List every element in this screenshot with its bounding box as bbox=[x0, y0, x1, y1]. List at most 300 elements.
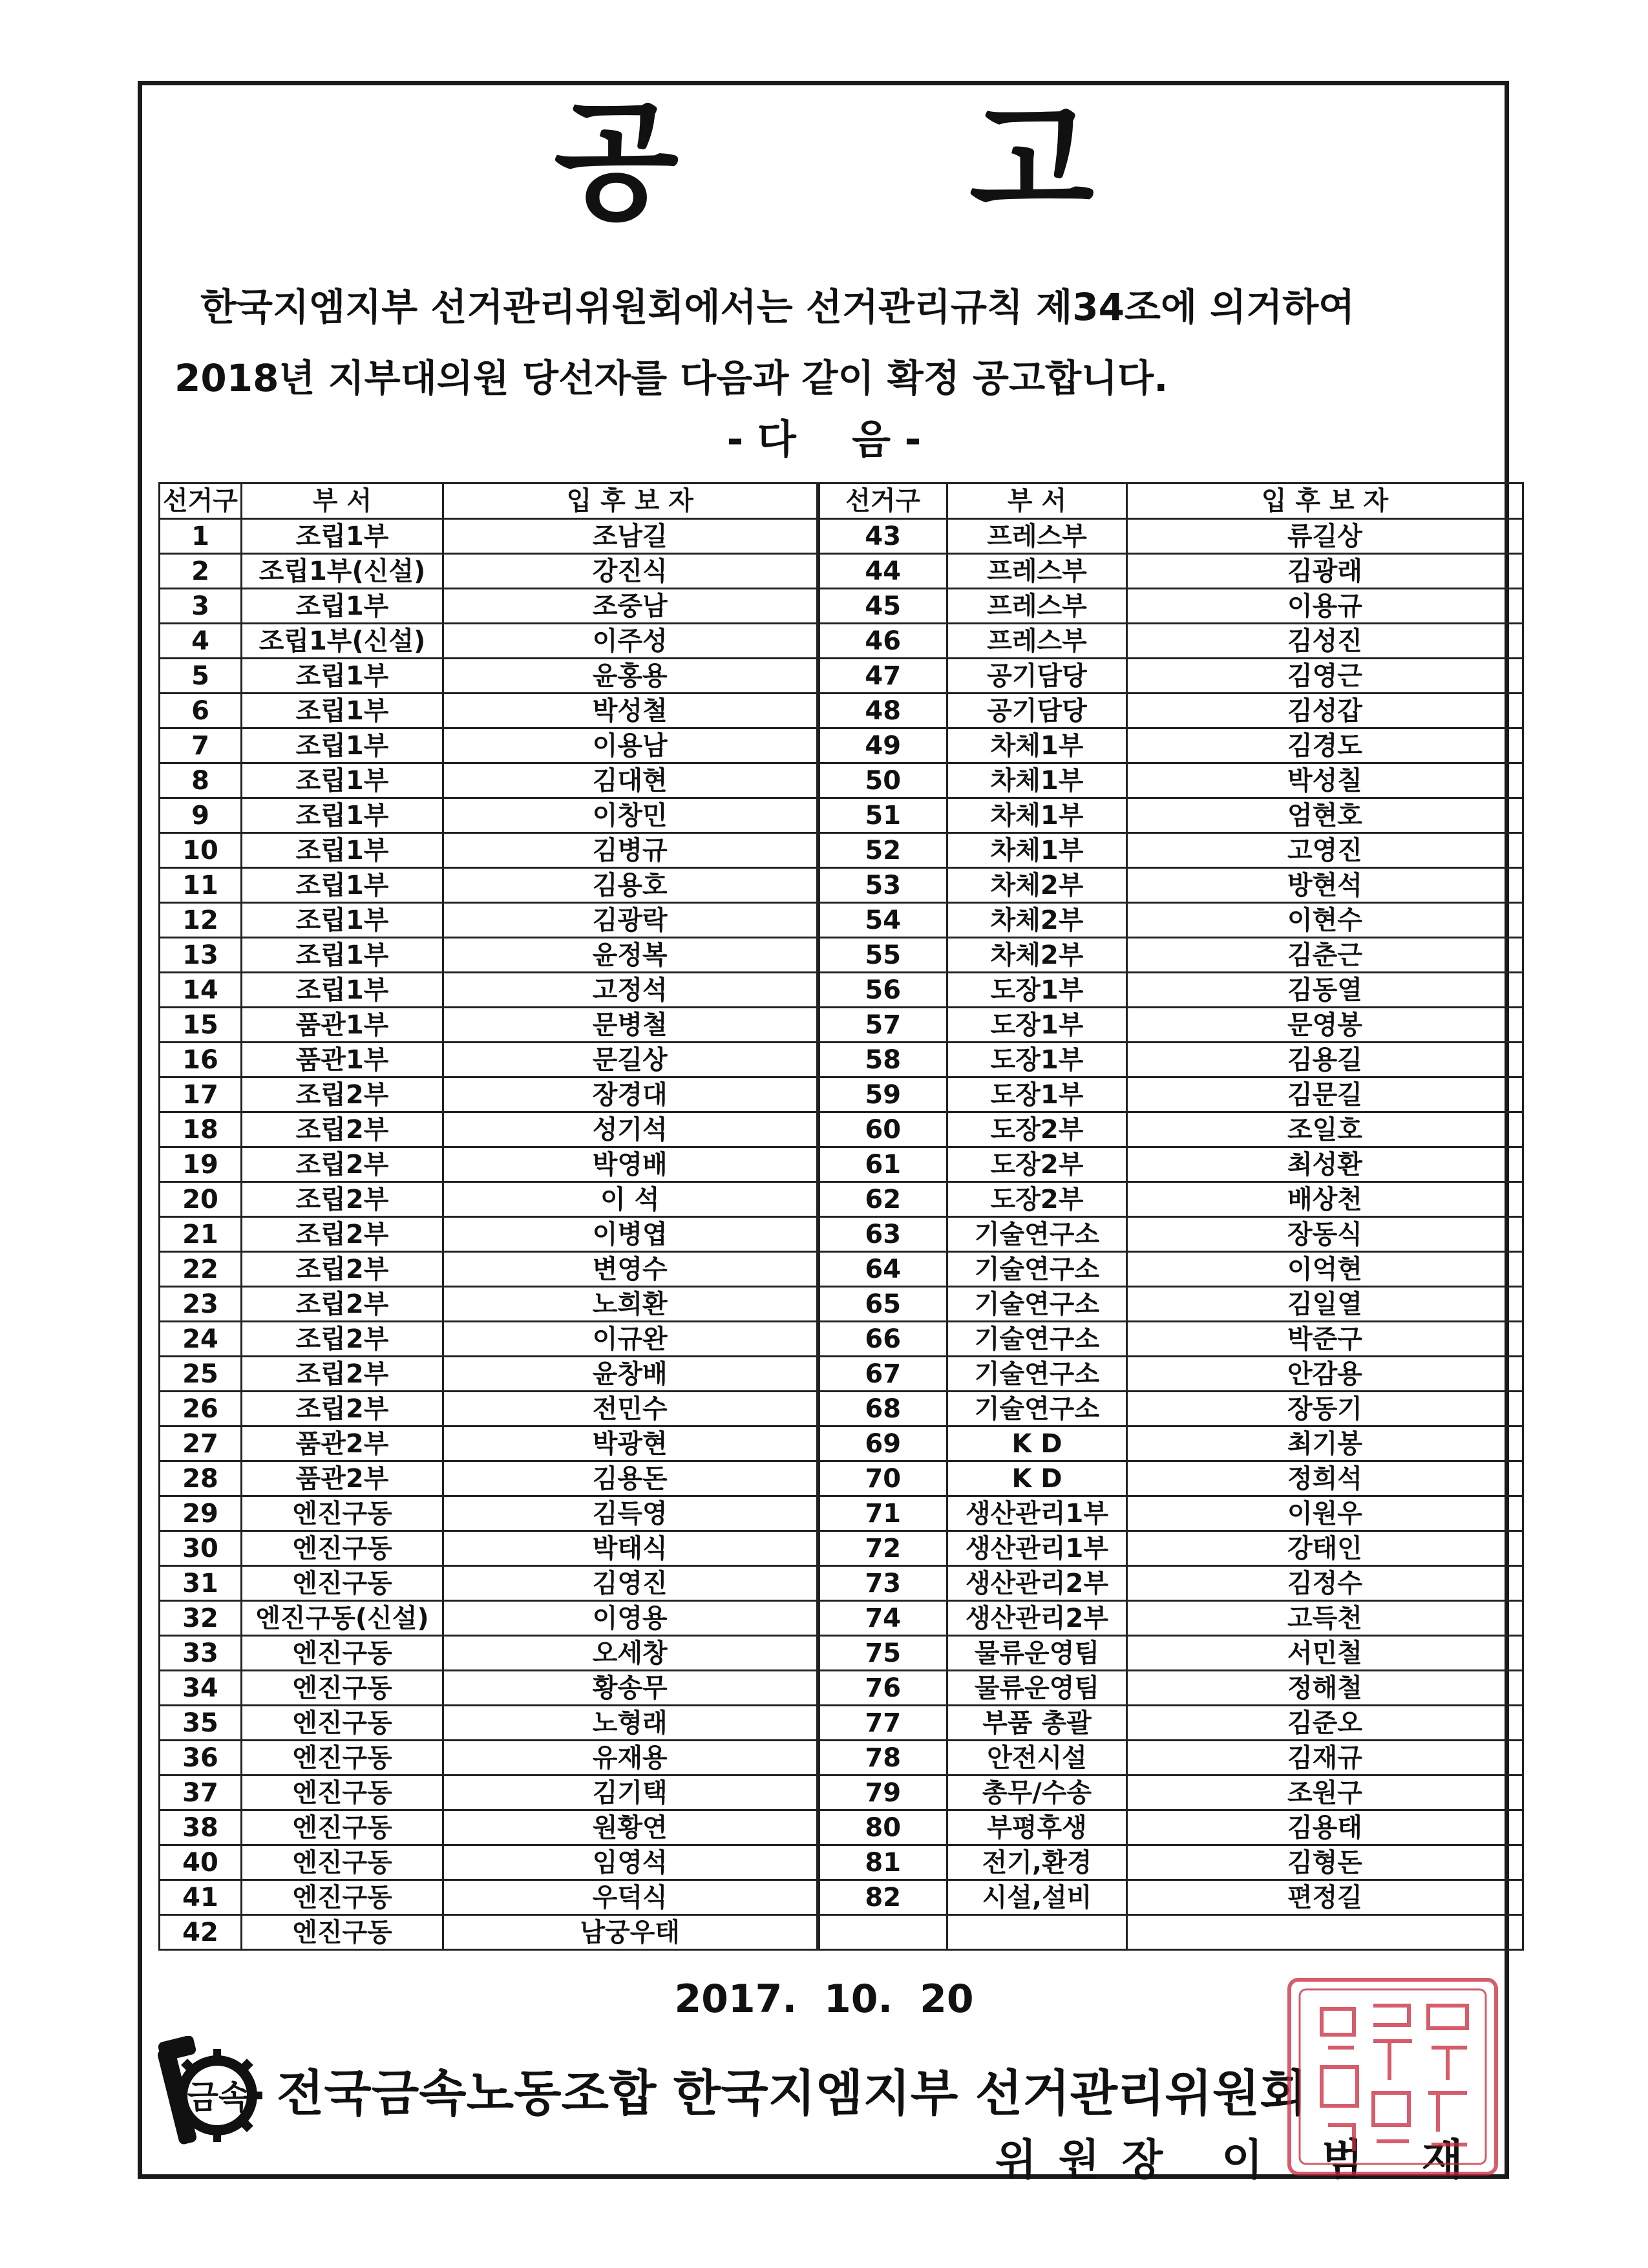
table-row bbox=[160, 1112, 1523, 1147]
cell-candidate: 김용호 bbox=[443, 868, 818, 903]
cell-department: 엔진구동 bbox=[242, 1671, 443, 1706]
table-row bbox=[160, 1775, 1523, 1810]
cell-department: 엔진구동 bbox=[242, 1741, 443, 1775]
cell-district: 25 bbox=[160, 1357, 242, 1392]
cell-district: 23 bbox=[160, 1287, 242, 1322]
table-row bbox=[160, 833, 1523, 868]
cell-district: 35 bbox=[160, 1706, 242, 1741]
cell-district: 74 bbox=[818, 1601, 947, 1636]
cell-district: 55 bbox=[818, 938, 947, 973]
cell-district: 13 bbox=[160, 938, 242, 973]
cell-department: 엔진구동(신설) bbox=[242, 1601, 443, 1636]
cell-district: 27 bbox=[160, 1426, 242, 1461]
cell-district: 24 bbox=[160, 1322, 242, 1357]
cell-candidate: 이창민 bbox=[443, 798, 818, 833]
cell-district: 30 bbox=[160, 1531, 242, 1566]
header-candidate: 입 후 보 자 bbox=[1127, 483, 1523, 519]
table-row bbox=[160, 1322, 1523, 1357]
cell-department: 공기담당 bbox=[947, 694, 1127, 728]
cell-department: 안전시설 bbox=[947, 1741, 1127, 1775]
cell-district: 57 bbox=[818, 1008, 947, 1043]
cell-candidate: 문길상 bbox=[443, 1043, 818, 1077]
table-row bbox=[160, 1496, 1523, 1531]
table-row bbox=[160, 1531, 1523, 1566]
table-header-row bbox=[160, 483, 1523, 519]
cell-candidate: 김용길 bbox=[1127, 1043, 1523, 1077]
cell-department: 차체1부 bbox=[947, 763, 1127, 798]
cell-candidate: 최성환 bbox=[1127, 1147, 1523, 1182]
cell-candidate: 김성갑 bbox=[1127, 694, 1523, 728]
cell-department: K D bbox=[947, 1426, 1127, 1461]
cell-department: 조립1부 bbox=[242, 694, 443, 728]
cell-department: 품관1부 bbox=[242, 1008, 443, 1043]
cell-department: 기술연구소 bbox=[947, 1252, 1127, 1287]
cell-district: 32 bbox=[160, 1601, 242, 1636]
cell-district: 41 bbox=[160, 1880, 242, 1915]
cell-department: 조립1부 bbox=[242, 763, 443, 798]
cell-candidate: 류길상 bbox=[1127, 519, 1523, 554]
cell-department: 차체1부 bbox=[947, 728, 1127, 763]
cell-district: 36 bbox=[160, 1741, 242, 1775]
cell-district: 10 bbox=[160, 833, 242, 868]
cell-district: 18 bbox=[160, 1112, 242, 1147]
cell-candidate: 김영근 bbox=[1127, 659, 1523, 694]
cell-candidate: 강진식 bbox=[443, 554, 818, 589]
cell-candidate: 이주성 bbox=[443, 624, 818, 659]
table-row bbox=[160, 868, 1523, 903]
cell-department: 조립2부 bbox=[242, 1112, 443, 1147]
cell-candidate: 이원우 bbox=[1127, 1496, 1523, 1531]
table-row bbox=[160, 1182, 1523, 1217]
cell-district: 63 bbox=[818, 1217, 947, 1252]
cell-department: 조립1부 bbox=[242, 833, 443, 868]
table-row bbox=[160, 589, 1523, 624]
cell-district: 61 bbox=[818, 1147, 947, 1182]
union-logo bbox=[154, 2036, 264, 2146]
cell-department: 전기,환경 bbox=[947, 1845, 1127, 1880]
subheading: - 다 음 - bbox=[726, 416, 922, 463]
cell-department: 도장1부 bbox=[947, 1043, 1127, 1077]
cell-district: 77 bbox=[818, 1706, 947, 1741]
table-row bbox=[160, 1880, 1523, 1915]
cell-district: 56 bbox=[818, 973, 947, 1008]
header-district: 선거구 bbox=[160, 483, 242, 519]
cell-department: 조립1부 bbox=[242, 903, 443, 938]
cell-district: 6 bbox=[160, 694, 242, 728]
cell-district: 9 bbox=[160, 798, 242, 833]
table-row bbox=[160, 798, 1523, 833]
cell-candidate: 임영석 bbox=[443, 1845, 818, 1880]
table-row bbox=[160, 1915, 1523, 1950]
cell-candidate: 오세창 bbox=[443, 1636, 818, 1671]
header-department: 부 서 bbox=[947, 483, 1127, 519]
cell-department: 기술연구소 bbox=[947, 1322, 1127, 1357]
cell-district: 8 bbox=[160, 763, 242, 798]
cell-department: 차체2부 bbox=[947, 903, 1127, 938]
cell-candidate: 김병규 bbox=[443, 833, 818, 868]
table-row bbox=[160, 1845, 1523, 1880]
cell-candidate: 강태인 bbox=[1127, 1531, 1523, 1566]
cell-district: 75 bbox=[818, 1636, 947, 1671]
cell-department: 기술연구소 bbox=[947, 1287, 1127, 1322]
cell-candidate: 이규완 bbox=[443, 1322, 818, 1357]
cell-department: 조립1부 bbox=[242, 659, 443, 694]
cell-candidate: 원황연 bbox=[443, 1810, 818, 1845]
cell-candidate: 이용남 bbox=[443, 728, 818, 763]
cell-district: 7 bbox=[160, 728, 242, 763]
cell-district: 45 bbox=[818, 589, 947, 624]
cell-candidate: 윤정복 bbox=[443, 938, 818, 973]
cell-district: 79 bbox=[818, 1775, 947, 1810]
cell-department: 조립1부 bbox=[242, 973, 443, 1008]
cell-candidate: 서민철 bbox=[1127, 1636, 1523, 1671]
table-row bbox=[160, 1426, 1523, 1461]
cell-candidate: 김득영 bbox=[443, 1496, 818, 1531]
table-row bbox=[160, 1636, 1523, 1671]
cell-district: 40 bbox=[160, 1845, 242, 1880]
cell-department: 엔진구동 bbox=[242, 1496, 443, 1531]
table-row bbox=[160, 1147, 1523, 1182]
table-row bbox=[160, 1043, 1523, 1077]
table-row bbox=[160, 1601, 1523, 1636]
cell-district: 26 bbox=[160, 1392, 242, 1426]
table-row bbox=[160, 519, 1523, 554]
cell-candidate: 황송무 bbox=[443, 1671, 818, 1706]
table-row bbox=[160, 554, 1523, 589]
cell-candidate: 정해철 bbox=[1127, 1671, 1523, 1706]
cell-candidate: 김기택 bbox=[443, 1775, 818, 1810]
cell-candidate: 이영용 bbox=[443, 1601, 818, 1636]
cell-district: 47 bbox=[818, 659, 947, 694]
cell-department: 조립1부 bbox=[242, 938, 443, 973]
cell-department: 도장2부 bbox=[947, 1112, 1127, 1147]
cell-candidate: 박광현 bbox=[443, 1426, 818, 1461]
cell-department: 조립2부 bbox=[242, 1252, 443, 1287]
cell-candidate: 이 석 bbox=[443, 1182, 818, 1217]
cell-candidate: 윤홍용 bbox=[443, 659, 818, 694]
table-row bbox=[160, 1566, 1523, 1601]
cell-district: 14 bbox=[160, 973, 242, 1008]
cell-district: 44 bbox=[818, 554, 947, 589]
cell-department: 물류운영팀 bbox=[947, 1671, 1127, 1706]
cell-candidate: 장경대 bbox=[443, 1077, 818, 1112]
cell-district: 71 bbox=[818, 1496, 947, 1531]
cell-department: 엔진구동 bbox=[242, 1566, 443, 1601]
cell-department: 엔진구동 bbox=[242, 1775, 443, 1810]
cell-district: 43 bbox=[818, 519, 947, 554]
cell-candidate: 김정수 bbox=[1127, 1566, 1523, 1601]
cell-candidate: 조중남 bbox=[443, 589, 818, 624]
cell-district: 62 bbox=[818, 1182, 947, 1217]
cell-department: 엔진구동 bbox=[242, 1845, 443, 1880]
cell-department: 조립1부 bbox=[242, 589, 443, 624]
cell-candidate: 김형돈 bbox=[1127, 1845, 1523, 1880]
table-row bbox=[160, 1252, 1523, 1287]
cell-department: 엔진구동 bbox=[242, 1810, 443, 1845]
cell-district: 81 bbox=[818, 1845, 947, 1880]
chairman-signature: 위원장 이 범 재 bbox=[995, 2135, 1485, 2185]
page-title: 공 고 bbox=[553, 87, 1218, 238]
cell-department: 조립1부(신설) bbox=[242, 624, 443, 659]
cell-department: 조립2부 bbox=[242, 1322, 443, 1357]
cell-district: 3 bbox=[160, 589, 242, 624]
cell-candidate: 김경도 bbox=[1127, 728, 1523, 763]
cell-candidate: 김성진 bbox=[1127, 624, 1523, 659]
cell-district: 67 bbox=[818, 1357, 947, 1392]
cell-department: 기술연구소 bbox=[947, 1392, 1127, 1426]
cell-candidate bbox=[1127, 1915, 1523, 1950]
cell-candidate: 김준오 bbox=[1127, 1706, 1523, 1741]
cell-candidate: 문영봉 bbox=[1127, 1008, 1523, 1043]
cell-candidate: 문병철 bbox=[443, 1008, 818, 1043]
cell-candidate: 김문길 bbox=[1127, 1077, 1523, 1112]
cell-department: 도장2부 bbox=[947, 1182, 1127, 1217]
cell-department: 생산관리2부 bbox=[947, 1601, 1127, 1636]
cell-district: 48 bbox=[818, 694, 947, 728]
organization-name: 전국금속노동조합 한국지엠지부 선거관리위원회 bbox=[277, 2064, 1307, 2122]
cell-department: 조립1부(신설) bbox=[242, 554, 443, 589]
cell-district: 19 bbox=[160, 1147, 242, 1182]
cell-department: 차체2부 bbox=[947, 938, 1127, 973]
intro-line-2: 2018년 지부대의원 당선자를 다음과 같이 확정 공고합니다. bbox=[174, 356, 1168, 400]
cell-candidate: 박영배 bbox=[443, 1147, 818, 1182]
cell-department: 엔진구동 bbox=[242, 1880, 443, 1915]
cell-district: 53 bbox=[818, 868, 947, 903]
cell-district: 1 bbox=[160, 519, 242, 554]
cell-candidate: 남궁우태 bbox=[443, 1915, 818, 1950]
cell-candidate: 김광래 bbox=[1127, 554, 1523, 589]
cell-department: 조립1부 bbox=[242, 868, 443, 903]
cell-department: 도장2부 bbox=[947, 1147, 1127, 1182]
cell-district: 58 bbox=[818, 1043, 947, 1077]
cell-candidate: 조원구 bbox=[1127, 1775, 1523, 1810]
cell-department: 엔진구동 bbox=[242, 1706, 443, 1741]
cell-district: 72 bbox=[818, 1531, 947, 1566]
cell-department: 부평후생 bbox=[947, 1810, 1127, 1845]
cell-department: K D bbox=[947, 1461, 1127, 1496]
cell-candidate: 방현석 bbox=[1127, 868, 1523, 903]
cell-department: 프레스부 bbox=[947, 519, 1127, 554]
cell-candidate: 우덕식 bbox=[443, 1880, 818, 1915]
table-row bbox=[160, 1741, 1523, 1775]
cell-candidate: 노형래 bbox=[443, 1706, 818, 1741]
cell-candidate: 이현수 bbox=[1127, 903, 1523, 938]
cell-department: 조립1부 bbox=[242, 798, 443, 833]
cell-department bbox=[947, 1915, 1127, 1950]
cell-department: 조립2부 bbox=[242, 1357, 443, 1392]
cell-department: 도장1부 bbox=[947, 1077, 1127, 1112]
cell-candidate: 고득천 bbox=[1127, 1601, 1523, 1636]
cell-candidate: 변영수 bbox=[443, 1252, 818, 1287]
table-row bbox=[160, 1077, 1523, 1112]
cell-district: 42 bbox=[160, 1915, 242, 1950]
cell-district: 15 bbox=[160, 1008, 242, 1043]
intro-paragraph bbox=[174, 271, 1474, 414]
cell-district: 17 bbox=[160, 1077, 242, 1112]
table-row bbox=[160, 1461, 1523, 1496]
cell-candidate: 김용태 bbox=[1127, 1810, 1523, 1845]
cell-district: 22 bbox=[160, 1252, 242, 1287]
cell-department: 도장1부 bbox=[947, 1008, 1127, 1043]
cell-district: 29 bbox=[160, 1496, 242, 1531]
cell-candidate: 성기석 bbox=[443, 1112, 818, 1147]
cell-department: 엔진구동 bbox=[242, 1636, 443, 1671]
cell-candidate: 조남길 bbox=[443, 519, 818, 554]
cell-district: 76 bbox=[818, 1671, 947, 1706]
cell-district: 64 bbox=[818, 1252, 947, 1287]
table-row bbox=[160, 1287, 1523, 1322]
cell-district: 20 bbox=[160, 1182, 242, 1217]
cell-department: 차체1부 bbox=[947, 833, 1127, 868]
table-row bbox=[160, 1008, 1523, 1043]
table-row bbox=[160, 728, 1523, 763]
table-row bbox=[160, 659, 1523, 694]
cell-department: 생산관리2부 bbox=[947, 1566, 1127, 1601]
official-seal bbox=[1276, 1970, 1509, 2183]
cell-district: 5 bbox=[160, 659, 242, 694]
cell-candidate: 유재용 bbox=[443, 1741, 818, 1775]
cell-candidate: 김춘근 bbox=[1127, 938, 1523, 973]
table-row bbox=[160, 694, 1523, 728]
table-row bbox=[160, 1217, 1523, 1252]
cell-district: 65 bbox=[818, 1287, 947, 1322]
cell-district: 49 bbox=[818, 728, 947, 763]
cell-department: 도장1부 bbox=[947, 973, 1127, 1008]
cell-department: 부품 총괄 bbox=[947, 1706, 1127, 1741]
cell-department: 조립2부 bbox=[242, 1182, 443, 1217]
cell-department: 조립1부 bbox=[242, 728, 443, 763]
cell-department: 엔진구동 bbox=[242, 1531, 443, 1566]
cell-candidate: 김일열 bbox=[1127, 1287, 1523, 1322]
cell-candidate: 정희석 bbox=[1127, 1461, 1523, 1496]
cell-candidate: 편정길 bbox=[1127, 1880, 1523, 1915]
cell-department: 공기담당 bbox=[947, 659, 1127, 694]
cell-candidate: 전민수 bbox=[443, 1392, 818, 1426]
cell-district: 2 bbox=[160, 554, 242, 589]
table-row bbox=[160, 903, 1523, 938]
cell-district: 78 bbox=[818, 1741, 947, 1775]
cell-district: 37 bbox=[160, 1775, 242, 1810]
cell-district: 16 bbox=[160, 1043, 242, 1077]
cell-district: 52 bbox=[818, 833, 947, 868]
cell-candidate: 안감용 bbox=[1127, 1357, 1523, 1392]
cell-department: 차체2부 bbox=[947, 868, 1127, 903]
cell-department: 시설,설비 bbox=[947, 1880, 1127, 1915]
cell-district bbox=[818, 1915, 947, 1950]
cell-candidate: 조일호 bbox=[1127, 1112, 1523, 1147]
cell-department: 조립2부 bbox=[242, 1287, 443, 1322]
cell-department: 생산관리1부 bbox=[947, 1531, 1127, 1566]
cell-district: 12 bbox=[160, 903, 242, 938]
cell-candidate: 김대현 bbox=[443, 763, 818, 798]
cell-district: 34 bbox=[160, 1671, 242, 1706]
cell-district: 70 bbox=[818, 1461, 947, 1496]
cell-candidate: 장동식 bbox=[1127, 1217, 1523, 1252]
cell-district: 60 bbox=[818, 1112, 947, 1147]
cell-candidate: 윤창배 bbox=[443, 1357, 818, 1392]
cell-district: 4 bbox=[160, 624, 242, 659]
cell-district: 31 bbox=[160, 1566, 242, 1601]
cell-candidate: 박성칠 bbox=[1127, 763, 1523, 798]
cell-district: 69 bbox=[818, 1426, 947, 1461]
cell-department: 품관2부 bbox=[242, 1461, 443, 1496]
cell-department: 품관1부 bbox=[242, 1043, 443, 1077]
cell-candidate: 박태식 bbox=[443, 1531, 818, 1566]
table-row bbox=[160, 973, 1523, 1008]
cell-district: 68 bbox=[818, 1392, 947, 1426]
cell-candidate: 노희환 bbox=[443, 1287, 818, 1322]
cell-candidate: 엄현호 bbox=[1127, 798, 1523, 833]
svg-text:금속: 금속 bbox=[187, 2079, 250, 2116]
cell-district: 21 bbox=[160, 1217, 242, 1252]
cell-district: 51 bbox=[818, 798, 947, 833]
cell-department: 조립2부 bbox=[242, 1217, 443, 1252]
table-row bbox=[160, 763, 1523, 798]
header-district: 선거구 bbox=[818, 483, 947, 519]
cell-candidate: 고정석 bbox=[443, 973, 818, 1008]
cell-candidate: 이억현 bbox=[1127, 1252, 1523, 1287]
table-row bbox=[160, 1392, 1523, 1426]
cell-department: 총무/수송 bbox=[947, 1775, 1127, 1810]
notice-date: 2017. 10. 20 bbox=[674, 1977, 974, 2022]
candidate-table bbox=[158, 482, 1524, 1951]
cell-district: 50 bbox=[818, 763, 947, 798]
cell-district: 46 bbox=[818, 624, 947, 659]
intro-line-1: 한국지엠지부 선거관리위원회에서는 선거관리규칙 제34조에 의거하여 bbox=[200, 285, 1355, 329]
cell-department: 프레스부 bbox=[947, 589, 1127, 624]
cell-candidate: 이용규 bbox=[1127, 589, 1523, 624]
cell-candidate: 김영진 bbox=[443, 1566, 818, 1601]
header-candidate: 입 후 보 자 bbox=[443, 483, 818, 519]
cell-district: 54 bbox=[818, 903, 947, 938]
cell-district: 80 bbox=[818, 1810, 947, 1845]
cell-candidate: 김용돈 bbox=[443, 1461, 818, 1496]
cell-candidate: 고영진 bbox=[1127, 833, 1523, 868]
cell-district: 28 bbox=[160, 1461, 242, 1496]
cell-department: 기술연구소 bbox=[947, 1217, 1127, 1252]
cell-district: 11 bbox=[160, 868, 242, 903]
cell-candidate: 배상천 bbox=[1127, 1182, 1523, 1217]
cell-candidate: 김재규 bbox=[1127, 1741, 1523, 1775]
cell-candidate: 최기봉 bbox=[1127, 1426, 1523, 1461]
cell-department: 조립1부 bbox=[242, 519, 443, 554]
cell-department: 엔진구동 bbox=[242, 1915, 443, 1950]
cell-district: 66 bbox=[818, 1322, 947, 1357]
table-row bbox=[160, 1357, 1523, 1392]
cell-district: 33 bbox=[160, 1636, 242, 1671]
cell-candidate: 김광락 bbox=[443, 903, 818, 938]
cell-department: 조립2부 bbox=[242, 1392, 443, 1426]
cell-candidate: 장동기 bbox=[1127, 1392, 1523, 1426]
cell-district: 59 bbox=[818, 1077, 947, 1112]
cell-candidate: 박준구 bbox=[1127, 1322, 1523, 1357]
table-row bbox=[160, 938, 1523, 973]
cell-department: 기술연구소 bbox=[947, 1357, 1127, 1392]
cell-department: 차체1부 bbox=[947, 798, 1127, 833]
table-row bbox=[160, 1706, 1523, 1741]
cell-candidate: 김동열 bbox=[1127, 973, 1523, 1008]
cell-department: 프레스부 bbox=[947, 624, 1127, 659]
cell-district: 73 bbox=[818, 1566, 947, 1601]
cell-department: 조립2부 bbox=[242, 1077, 443, 1112]
cell-candidate: 박성철 bbox=[443, 694, 818, 728]
header-department: 부 서 bbox=[242, 483, 443, 519]
table-row bbox=[160, 1671, 1523, 1706]
cell-district: 38 bbox=[160, 1810, 242, 1845]
table-row bbox=[160, 1810, 1523, 1845]
cell-department: 물류운영팀 bbox=[947, 1636, 1127, 1671]
table-row bbox=[160, 624, 1523, 659]
